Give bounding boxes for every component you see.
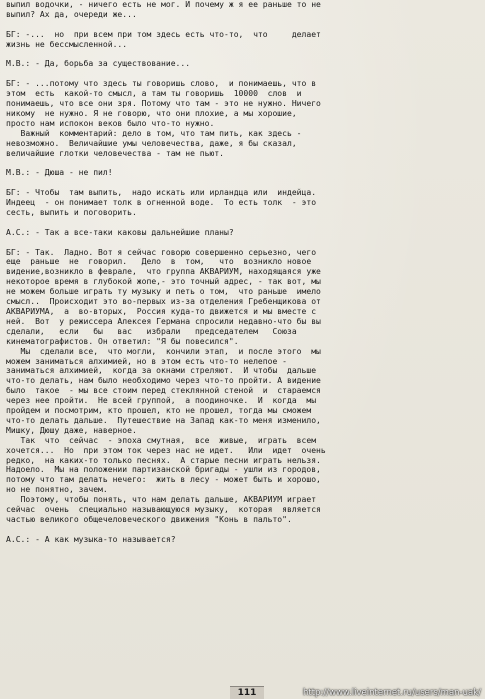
text-line: величайшие глотки человечества - там не пьют.: [6, 148, 225, 158]
text-line: БГ: - Чтобы там выпить, надо искать или ирландца или индейца.: [6, 188, 317, 198]
text-line: но не понятно, зачем.: [6, 485, 108, 495]
text-line: выпил? Ах да, очереди же...: [6, 9, 137, 19]
text-line: можем заниматься алхимией, но в этом есть что-то нелепое -: [6, 356, 287, 366]
paragraph: [6, 228, 479, 238]
text-line: понимаешь, что все они зря. Потому что там - это не нужно. Ничего: [6, 99, 321, 109]
text-line: БГ: - ...потому что здесь ты говоришь слово, и понимаешь, что в: [6, 79, 317, 89]
watermark-url: http://www.liveinternet.ru/users/man-uak/: [302, 688, 481, 698]
text-line: БГ: -... но при всем при том здесь есть что-то, что делает: [6, 29, 321, 39]
paragraph: [6, 188, 479, 218]
text-line: Надоело. Мы на положении партизанской бригады - ушли из городов,: [6, 465, 321, 475]
text-line: ней. Вот у режиссера Алексея Германа спросили недавно-что бы вы: [6, 316, 321, 326]
text-line: Индеец - он понимает толк в огненной воде. То есть толк - это: [6, 198, 317, 208]
text-line: редко, на каких-то только песнях. А старые песни играть нельзя.: [6, 455, 321, 465]
text-line: А.С.: - А как музыка-то называется?: [6, 534, 176, 544]
paragraph: [6, 0, 479, 20]
page-number: 111: [230, 686, 264, 699]
text-line: Так что сейчас - эпоха смутная, все живые, играть всем: [6, 435, 317, 445]
text-line: невозможно. Величайшие умы человечества, даже, я бы сказал,: [6, 138, 297, 148]
paragraph: [6, 168, 479, 178]
text-line: Мишку, Дюшу даже, наверное.: [6, 425, 137, 435]
text-line: частью великого общечеловеческого движения "Конь в пальто".: [6, 515, 292, 525]
text-line: еще раньше не говорил. Дело в том, что возникло новое: [6, 257, 312, 267]
text-line: видение,возникло в феврале, что группа АКВАРИУМ, находящаяся уже: [6, 267, 321, 277]
text-line: выпил водочки, - ничего есть не мог. И почему ж я ее раньше то не: [6, 0, 321, 9]
text-line: М.В.: - Да, борьба за существование...: [6, 59, 191, 69]
paragraph: [6, 535, 479, 545]
text-line: заниматься алхимией, когда за окнами стреляют. И чтобы дальше: [6, 366, 317, 376]
text-line: через нее пройти. Не всей группой, а поодиночке. И когда мы: [6, 396, 317, 406]
text-line: А.С.: - Так а все-таки каковы дальнейшие планы?: [6, 227, 234, 237]
text-line: Важный комментарий: дело в том, что там пить, как здесь -: [6, 128, 302, 138]
text-line: некоторое время в глубокой жопе,- это точный адрес, - так вот, мы: [6, 277, 321, 287]
text-line: было такое - мы все стоим перед стеклянной стеной и стараемся: [6, 386, 321, 396]
text-line: не можем больше играть ту музыку и петь о том, что раньше имело: [6, 287, 321, 297]
text-line: сделали, если бы вас избрали председателем Союза: [6, 326, 297, 336]
text-line: БГ: - Так. Ладно. Вот я сейчас говорю совершенно серьезно, чего: [6, 247, 317, 257]
paragraph: [6, 248, 479, 525]
text-line: Мы сделали все, что могли, кончили этап, и после этого мы: [6, 346, 321, 356]
text-line: смысл.. Происходит это во-первых из-за отделения Гребенщикова от: [6, 297, 321, 307]
text-line: сесть, выпить и поговорить.: [6, 207, 137, 217]
text-line: этом есть какой-то смысл, а там ты говоришь 10000 слов и: [6, 89, 302, 99]
text-line: сейчас очень специально называющуюся музыку, которая является: [6, 505, 321, 515]
article-text: [6, 0, 479, 545]
text-line: просто нам испокон веков было что-то нужно.: [6, 118, 215, 128]
text-line: АКВАРИУМА, а во-вторых, Россия куда-то движется и мы вместе с: [6, 306, 317, 316]
text-line: что-то делать, нам было необходимо через что-то пройти. А видение: [6, 376, 321, 386]
text-line: кинематографистов. Он ответил: "Я бы повесился".: [6, 336, 239, 346]
paragraph: [6, 79, 479, 158]
paragraph: [6, 59, 479, 69]
text-line: жизнь не бессмысленной...: [6, 39, 128, 49]
text-line: пройдем и посмотрим, кто прошел, кто не прошел, тогда мы сможем: [6, 406, 312, 416]
text-line: хочется... Но при этом ток через нас не идет. Или идет очень: [6, 445, 326, 455]
text-line: никому не нужно. Я не говорю, что они плохие, а мы хорошие,: [6, 108, 297, 118]
text-line: что-то делать дальше. Путешествие на Запад как-то меня изменило,: [6, 415, 321, 425]
text-line: Поэтому, чтобы понять, что нам делать дальше, АКВАРИУМ играет: [6, 495, 317, 505]
paragraph: [6, 30, 479, 50]
text-line: М.В.: - Дюша - не пил!: [6, 168, 113, 178]
text-line: потому что там делать нечего: жить в лесу - может быть и хорошо,: [6, 475, 321, 485]
